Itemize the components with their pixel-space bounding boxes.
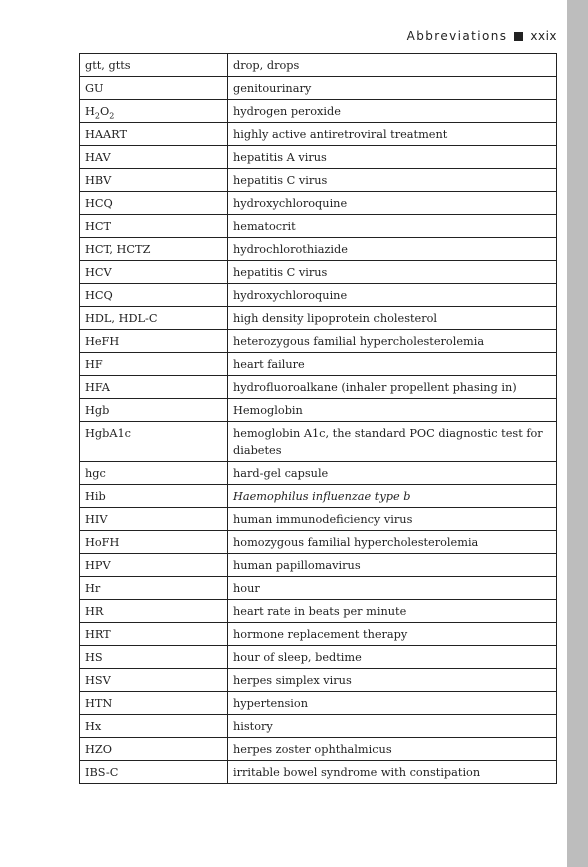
table-row	[80, 123, 557, 146]
table-row	[80, 692, 557, 715]
table-row	[80, 422, 557, 462]
meaning-cell: human immunodeficiency virus	[228, 508, 557, 531]
meaning-cell: Hemoglobin	[228, 399, 557, 422]
abbreviation-cell: HCT	[80, 215, 228, 238]
abbreviation-cell: HS	[80, 646, 228, 669]
meaning-cell: drop, drops	[228, 54, 557, 77]
table-row	[80, 761, 557, 784]
table-row	[80, 715, 557, 738]
abbreviation-cell: HBV	[80, 169, 228, 192]
meaning-cell: hydroxychloroquine	[228, 192, 557, 215]
square-bullet-icon	[514, 32, 523, 41]
table-row	[80, 531, 557, 554]
abbreviation-cell: HPV	[80, 554, 228, 577]
formula-part: O	[99, 105, 110, 118]
meaning-cell: genitourinary	[228, 77, 557, 100]
abbreviation-cell: IBS-C	[80, 761, 228, 784]
running-head	[407, 29, 557, 43]
table-row	[80, 669, 557, 692]
abbreviation-cell: HgbA1c	[80, 422, 228, 462]
table-row	[80, 577, 557, 600]
meaning-cell: highly active antiretroviral treatment	[228, 123, 557, 146]
meaning-cell: hepatitis A virus	[228, 146, 557, 169]
meaning-cell: high density lipoprotein cholesterol	[228, 307, 557, 330]
table-row	[80, 261, 557, 284]
table-row	[80, 646, 557, 669]
table-row	[80, 192, 557, 215]
meaning-cell: hydrogen peroxide	[228, 100, 557, 123]
meaning-cell: herpes simplex virus	[228, 669, 557, 692]
meaning-cell: hydroxychloroquine	[228, 284, 557, 307]
meaning-cell: irritable bowel syndrome with constipation	[228, 761, 557, 784]
meaning-cell: hematocrit	[228, 215, 557, 238]
table-row	[80, 376, 557, 399]
table-row	[80, 600, 557, 623]
table-row	[80, 54, 557, 77]
abbreviation-cell: HRT	[80, 623, 228, 646]
table-row	[80, 330, 557, 353]
subscript: 2	[94, 111, 100, 121]
table-row	[80, 485, 557, 508]
abbreviation-cell: HAART	[80, 123, 228, 146]
abbreviation-cell: HCV	[80, 261, 228, 284]
meaning-cell: hypertension	[228, 692, 557, 715]
abbreviation-cell: HAV	[80, 146, 228, 169]
abbreviation-cell: HZO	[80, 738, 228, 761]
abbreviation-cell: GU	[80, 77, 228, 100]
table-row	[80, 100, 557, 123]
abbreviations-table	[79, 53, 557, 784]
meaning-cell: heart failure	[228, 353, 557, 376]
meaning-cell: human papillomavirus	[228, 554, 557, 577]
meaning-cell: hemoglobin A1c, the standard POC diagnostic test for diabetes	[228, 422, 557, 462]
abbreviations-table-body	[80, 54, 557, 784]
table-row	[80, 508, 557, 531]
abbreviation-cell: HFA	[80, 376, 228, 399]
meaning-cell: hydrofluoroalkane (inhaler propellent phasing in)	[228, 376, 557, 399]
table-row	[80, 169, 557, 192]
meaning-cell: Haemophilus influenzae type b	[228, 485, 557, 508]
table-row	[80, 284, 557, 307]
abbreviation-cell: Hx	[80, 715, 228, 738]
abbreviation-cell: Hgb	[80, 399, 228, 422]
abbreviation-cell: HCT, HCTZ	[80, 238, 228, 261]
table-row	[80, 353, 557, 376]
abbreviation-cell: HTN	[80, 692, 228, 715]
abbreviation-cell: gtt, gtts	[80, 54, 228, 77]
table-row	[80, 399, 557, 422]
table-row	[80, 146, 557, 169]
meaning-cell: hormone replacement therapy	[228, 623, 557, 646]
meaning-cell: hard-gel capsule	[228, 462, 557, 485]
table-row	[80, 215, 557, 238]
page-edge-tab	[567, 0, 588, 867]
abbreviation-cell: HoFH	[80, 531, 228, 554]
meaning-cell: hepatitis C virus	[228, 169, 557, 192]
abbreviation-cell: Hib	[80, 485, 228, 508]
abbreviation-cell: HCQ	[80, 284, 228, 307]
abbreviation-cell: HDL, HDL-C	[80, 307, 228, 330]
abbreviation-cell: HIV	[80, 508, 228, 531]
page-number: xxix	[530, 29, 557, 43]
meaning-cell: herpes zoster ophthalmicus	[228, 738, 557, 761]
abbreviation-cell: HCQ	[80, 192, 228, 215]
meaning-cell: hour	[228, 577, 557, 600]
formula-part: H	[85, 105, 95, 118]
table-row	[80, 623, 557, 646]
abbreviation-cell: HeFH	[80, 330, 228, 353]
section-title: Abbreviations	[406, 29, 508, 43]
meaning-cell: heart rate in beats per minute	[228, 600, 557, 623]
table-row	[80, 738, 557, 761]
subscript: 2	[109, 111, 115, 121]
table-row	[80, 307, 557, 330]
abbreviation-cell: hgc	[80, 462, 228, 485]
meaning-cell: history	[228, 715, 557, 738]
table-row	[80, 238, 557, 261]
meaning-cell: hepatitis C virus	[228, 261, 557, 284]
table-row	[80, 554, 557, 577]
table-row	[80, 77, 557, 100]
abbreviation-cell: HF	[80, 353, 228, 376]
abbreviation-cell	[80, 100, 228, 123]
table-row	[80, 462, 557, 485]
meaning-cell: hydrochlorothiazide	[228, 238, 557, 261]
meaning-cell: heterozygous familial hypercholesterolemia	[228, 330, 557, 353]
abbreviation-cell: HSV	[80, 669, 228, 692]
abbreviation-cell: Hr	[80, 577, 228, 600]
abbreviation-cell: HR	[80, 600, 228, 623]
meaning-cell: homozygous familial hypercholesterolemia	[228, 531, 557, 554]
meaning-cell: hour of sleep, bedtime	[228, 646, 557, 669]
